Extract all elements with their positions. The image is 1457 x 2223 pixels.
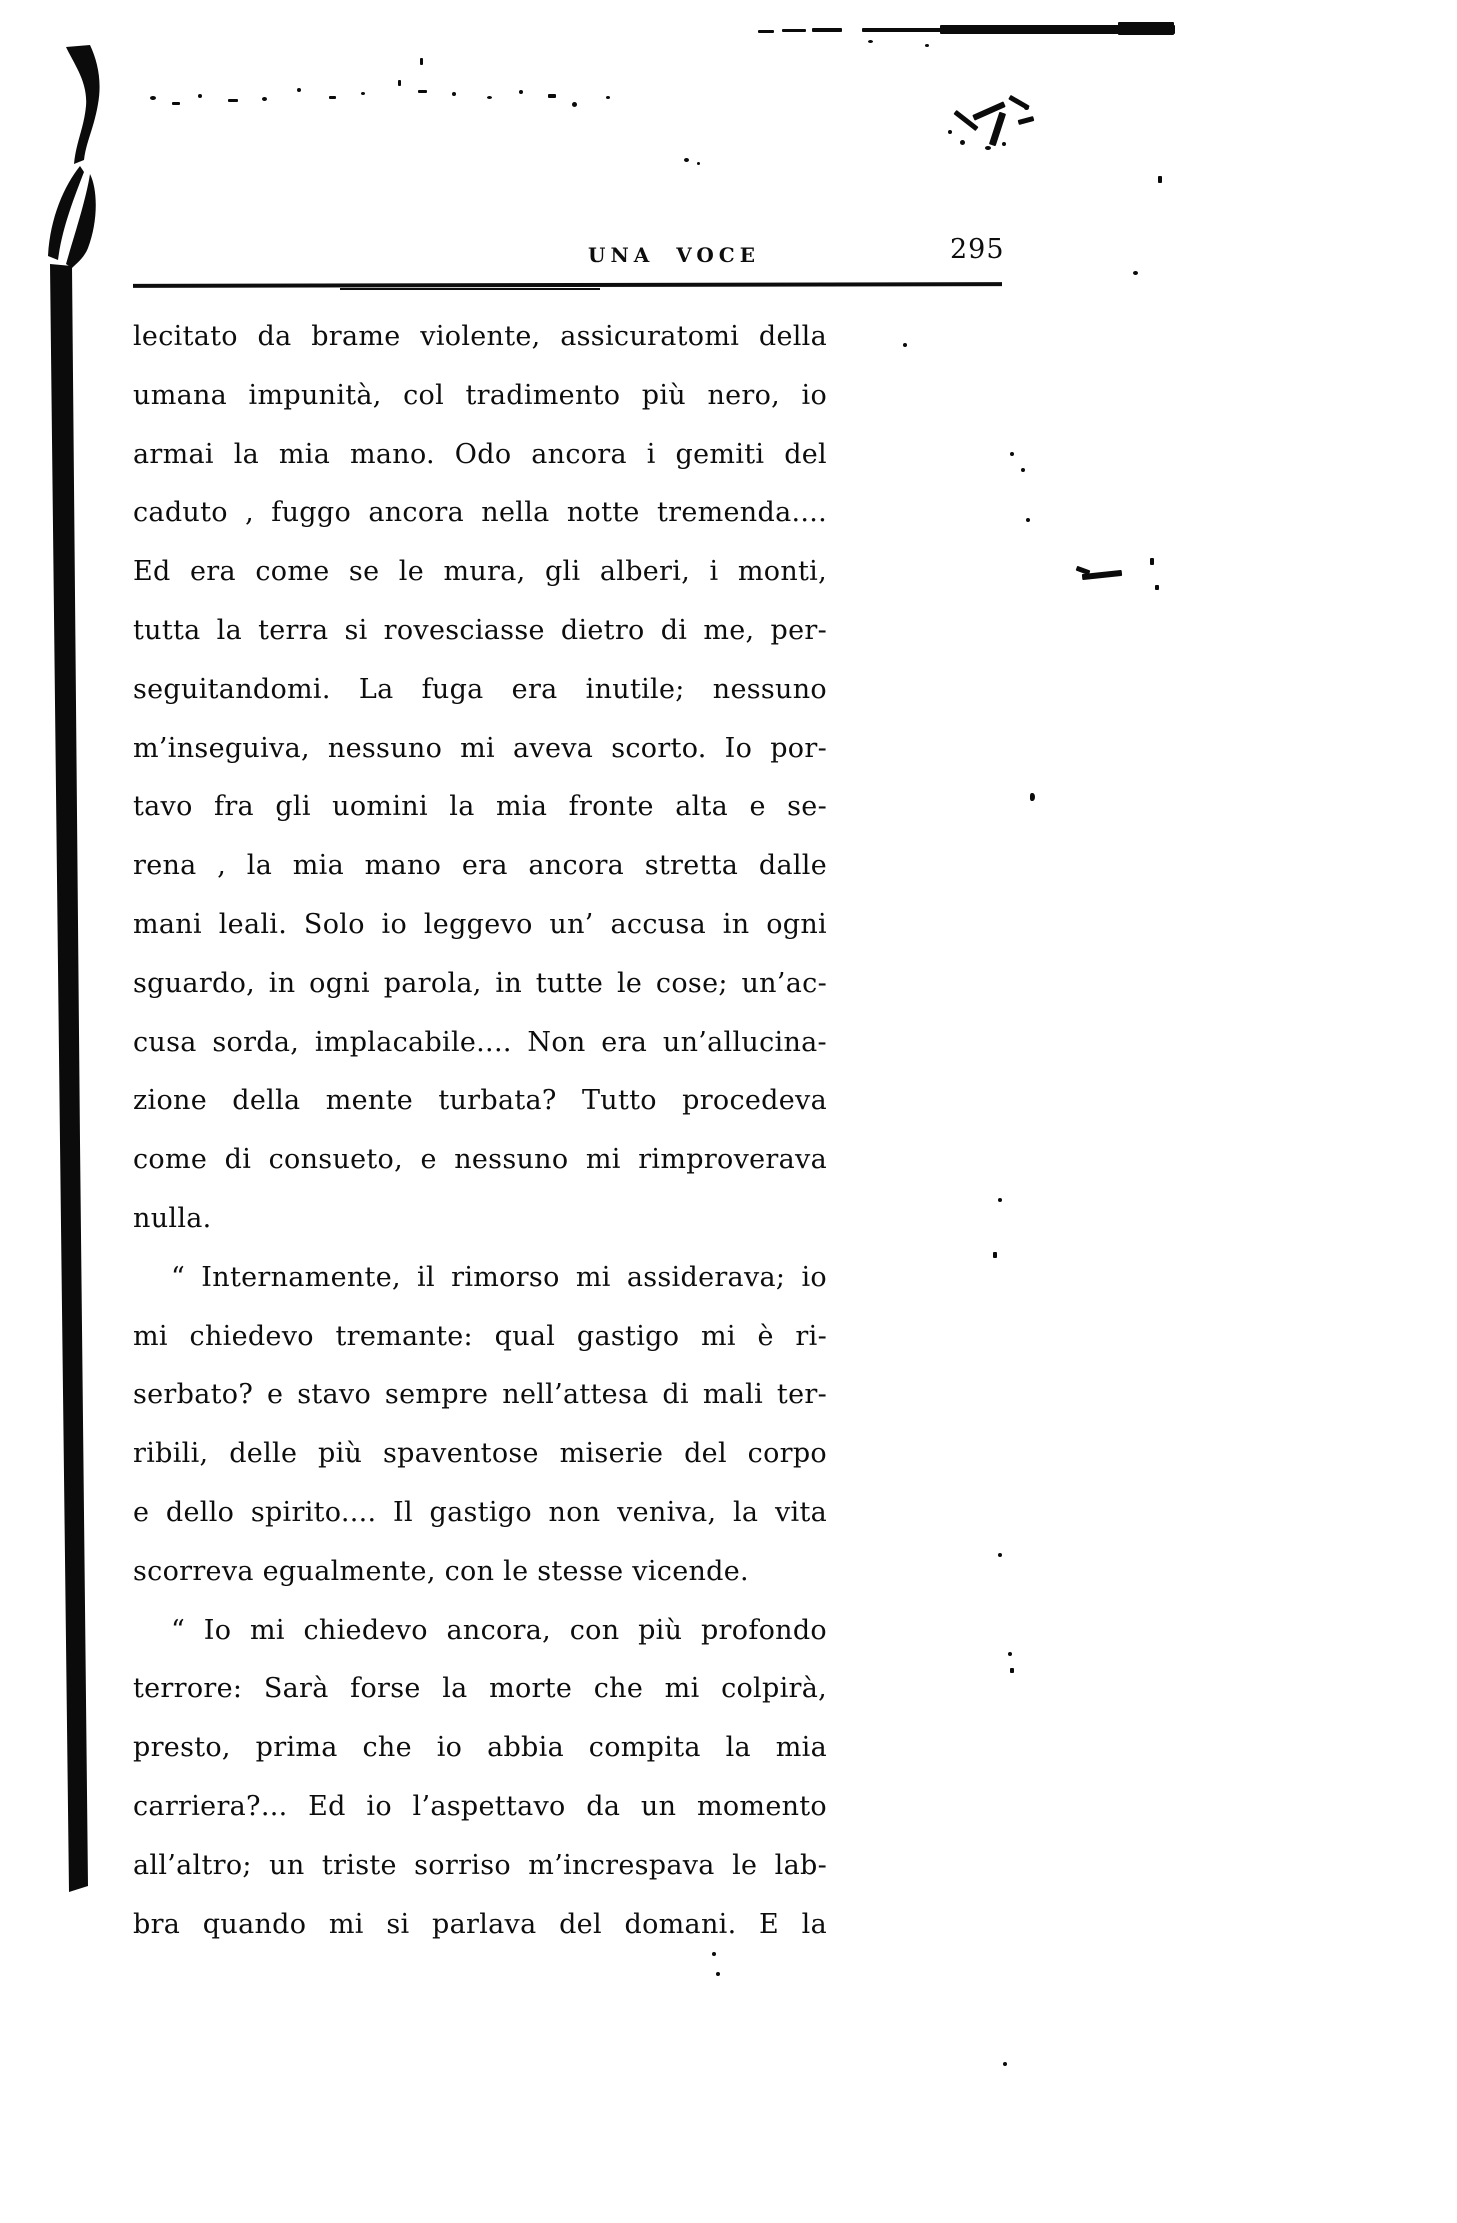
paragraph — [133, 1615, 827, 1968]
page-number: 295 — [950, 234, 1005, 265]
text-line: presto, prima che io abbia compita la mia — [133, 1732, 827, 1764]
text-line: Ed era come se le mura, gli alberi, i monti, — [133, 556, 827, 588]
text-line: e dello spirito.... Il gastigo non veniva, la vita — [133, 1496, 827, 1528]
binding-mark-decoration — [40, 42, 112, 1898]
text-line: serbato? e stavo sempre nell’attesa di mali ter- — [133, 1379, 827, 1411]
text-line: armai la mia mano. Odo ancora i gemiti del — [133, 438, 827, 470]
header-rule-fragment — [340, 288, 600, 290]
text-line: “ Io mi chiedevo ancora, con più profondo — [171, 1614, 827, 1646]
text-line: come di consueto, e nessuno mi rimproverava — [133, 1144, 827, 1176]
text-line: m’inseguiva, nessuno mi aveva scorto. Io por- — [133, 732, 827, 764]
text-line: tutta la terra si rovesciasse dietro di me, per- — [133, 614, 827, 646]
text-line: umana impunità, col tradimento più nero, io — [133, 379, 827, 411]
text-line: tavo fra gli uomini la mia fronte alta e se- — [133, 791, 827, 823]
paragraph — [133, 1262, 827, 1615]
text-line: caduto , fuggo ancora nella notte tremenda.... — [133, 497, 827, 529]
text-line: all’altro; un triste sorriso m’increspava le lab- — [133, 1849, 827, 1881]
text-line: cusa sorda, implacabile.... Non era un’allucina- — [133, 1026, 827, 1058]
paragraph — [133, 321, 827, 1262]
text-line: bra quando mi si parlava del domani. E la — [133, 1908, 827, 1940]
text-line: zione della mente turbata? Tutto procedeva — [133, 1085, 827, 1117]
text-line: sguardo, in ogni parola, in tutte le cose; un’ac- — [133, 967, 827, 999]
text-line: terrore: Sarà forse la morte che mi colpirà, — [133, 1673, 827, 1705]
text-line: rena , la mia mano era ancora stretta dalle — [133, 850, 827, 882]
text-line: ribili, delle più spaventose miserie del corpo — [133, 1438, 827, 1470]
page-text — [133, 321, 827, 1967]
running-title: UNA VOCE — [588, 243, 760, 267]
text-line: “ Internamente, il rimorso mi assiderava; io — [171, 1261, 827, 1293]
text-line: carriera?... Ed io l’aspettavo da un momento — [133, 1790, 827, 1822]
text-line: nulla. — [133, 1202, 212, 1234]
text-line: lecitato da brame violente, assicuratomi della — [133, 321, 827, 352]
text-line: mani leali. Solo io leggevo un’ accusa in ogni — [133, 908, 827, 940]
text-line: scorreva egualmente, con le stesse vicende. — [133, 1555, 749, 1587]
text-line: mi chiedevo tremante: qual gastigo mi è ri- — [133, 1320, 827, 1352]
text-line: seguitandomi. La fuga era inutile; nessuno — [133, 673, 827, 705]
